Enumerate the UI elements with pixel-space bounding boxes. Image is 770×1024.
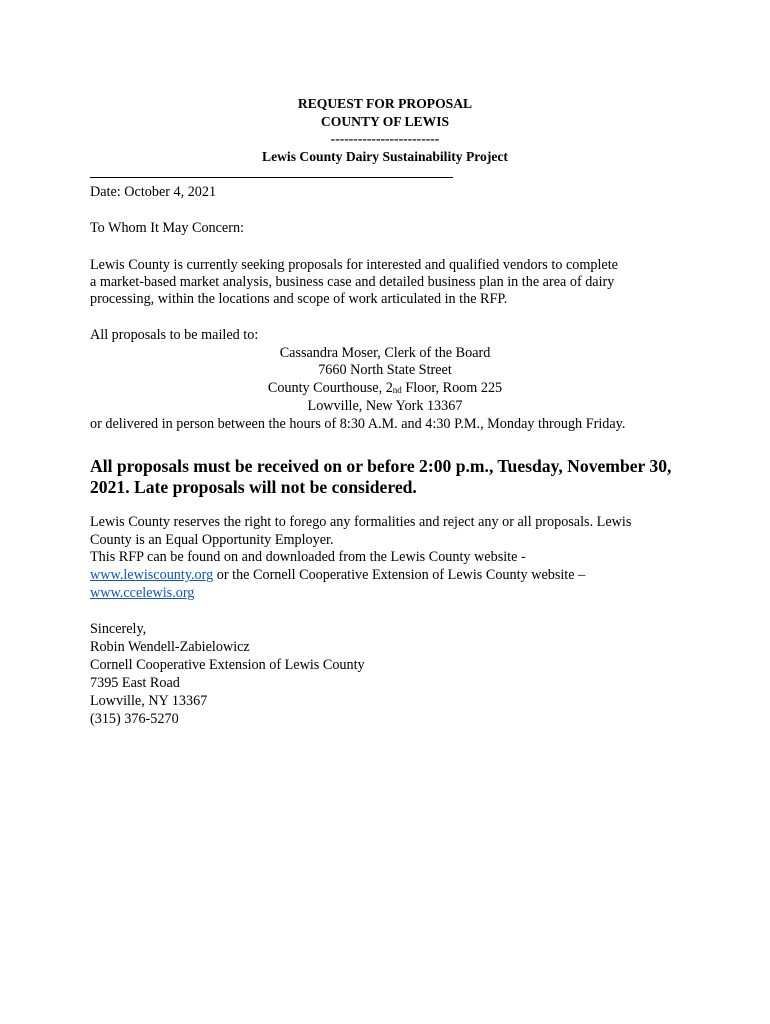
- reserves-line-4: [90, 566, 585, 584]
- mailing-building-post: Floor, Room 225: [401, 380, 503, 396]
- mailing-building: [0, 379, 770, 398]
- signature-address-1: 7395 East Road: [90, 675, 180, 691]
- delivery-note: or delivered in person between the hours of 8:30 A.M. and 4:30 P.M., Monday through Friday.: [90, 416, 626, 432]
- reserves-line-3: This RFP can be found on and downloaded from the Lewis County website -: [90, 549, 526, 565]
- deadline-line-1: All proposals must be received on or before 2:00 p.m., Tuesday, November 30,: [90, 456, 672, 476]
- reserves-line-1: Lewis County reserves the right to forego any formalities and reject any or all proposals. Lewis: [90, 514, 632, 530]
- county-heading: COUNTY OF LEWIS: [320, 114, 450, 129]
- mailing-city: Lowville, New York 13367: [307, 398, 463, 414]
- mailing-building-pre: County Courthouse, 2: [267, 380, 393, 396]
- signature-closing: Sincerely,: [90, 621, 147, 637]
- signature-org: Cornell Cooperative Extension of Lewis County: [90, 657, 365, 673]
- reserves-line-2: County is an Equal Opportunity Employer.: [90, 532, 334, 548]
- project-title: Lewis County Dairy Sustainability Project: [262, 149, 508, 164]
- salutation: To Whom It May Concern:: [90, 220, 244, 236]
- reserves-line-5: [90, 584, 194, 602]
- header-rule: [90, 177, 453, 178]
- deadline-line-2: 2021. Late proposals will not be considered.: [90, 477, 417, 497]
- heading-separator: ------------------------: [330, 131, 440, 146]
- reserves-line-4-text: or the Cornell Cooperative Extension of Lewis County website –: [213, 567, 586, 583]
- intro-line-3: processing, within the locations and scope of work articulated in the RFP.: [90, 291, 508, 307]
- ccelewis-link[interactable]: www.ccelewis.org: [90, 585, 195, 601]
- mailing-lead: All proposals to be mailed to:: [90, 327, 259, 343]
- mailing-street: 7660 North State Street: [318, 362, 452, 378]
- lewiscounty-link[interactable]: www.lewiscounty.org: [90, 567, 214, 583]
- signature-name: Robin Wendell-Zabielowicz: [90, 639, 250, 655]
- intro-line-2: a market-based market analysis, business case and detailed business plan in the area of dairy: [90, 274, 615, 290]
- document-title: REQUEST FOR PROPOSAL: [297, 96, 473, 111]
- intro-line-1: Lewis County is currently seeking proposals for interested and qualified vendors to complete: [90, 257, 618, 273]
- signature-address-2: Lowville, NY 13367: [90, 693, 208, 709]
- signature-phone: (315) 376-5270: [90, 711, 179, 727]
- mailing-building-ordinal: nd: [392, 385, 402, 395]
- mailing-name: Cassandra Moser, Clerk of the Board: [279, 345, 491, 361]
- document-date: Date: October 4, 2021: [90, 184, 217, 200]
